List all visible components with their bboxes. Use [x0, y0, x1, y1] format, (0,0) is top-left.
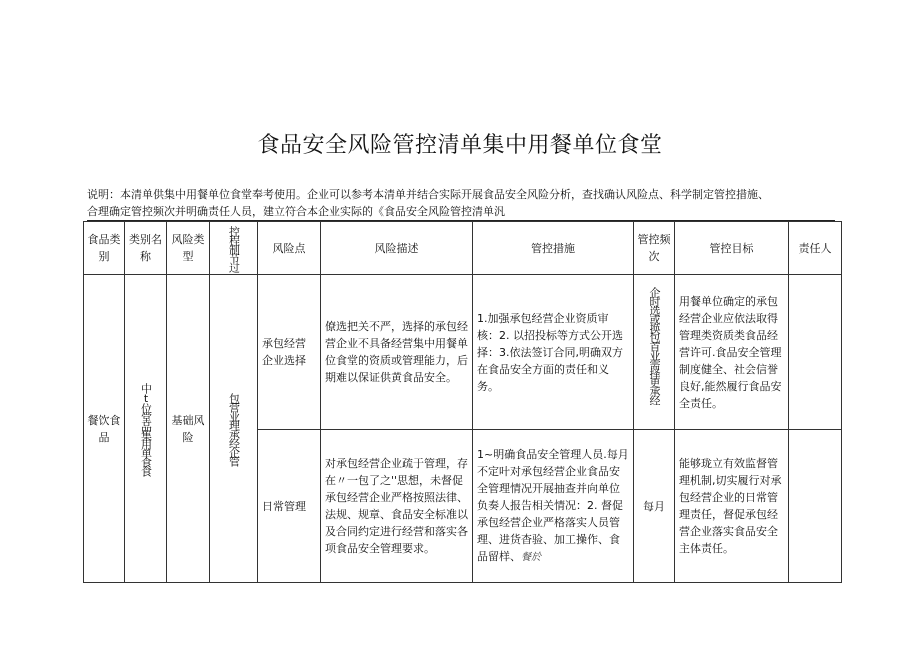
- cell-risk-point: 承包经营企业选择: [258, 275, 321, 430]
- cell-risk-desc: 僚选把关不严，选择的承包经营企业不具备经营集中用餐单位食堂的资质或管理能力，后期难以保证供黄食品安全。: [321, 275, 473, 430]
- header-control-goal: 管控目标: [675, 222, 789, 275]
- table-row: [84, 275, 842, 430]
- risk-control-table: [83, 221, 842, 583]
- cell-risk-desc: 对承包经营企业疏于管理，存在〃一包了之''思想，未督促承包经营企业严格按照法律、法规、规章、食品安全标准以及合同约定进行经营和落实各项食品安全管理要求。: [321, 430, 473, 583]
- header-control-measures: 管控措施: [473, 222, 634, 275]
- header-risk-desc: 风险描述: [321, 222, 473, 275]
- cell-responsible: [789, 275, 842, 430]
- cell-control-link-text: 包营业理承经企管: [227, 392, 241, 465]
- note-line-1: 说明：本清单供集中用餐单位食堂奉考使用。企业可以参考本清单并结合实际开展食品安全风险分析，查找确认风险点、科学制定管控措施、: [87, 188, 769, 201]
- note-line-2: 合理确定管控频次并明确责任人员，建立符合本企业实际的《食品安全风险管控清单汎: [87, 203, 835, 221]
- cell-category-name: [125, 275, 167, 583]
- cell-control-measures: 1.加强承包经营企业资质审核：2. 以招投标等方式公开选择：3.依法签订合同,明确双方在食品安全方面的责任和义务。: [473, 275, 634, 430]
- note-text: [87, 186, 847, 221]
- cell-control-freq: [634, 275, 675, 430]
- header-control-freq: 管控频次: [634, 222, 675, 275]
- cell-category-name-text: 中t位堂品集用单食食: [139, 382, 153, 475]
- header-category-name: 类别名称: [125, 222, 167, 275]
- header-food-category: 食品类别: [84, 222, 125, 275]
- table-header-row: [84, 222, 842, 275]
- cell-risk-point: 日常管理: [258, 430, 321, 583]
- cell-control-freq: 每月: [634, 430, 675, 583]
- cell-control-freq-text: 企时选或换包首业需择更承经: [648, 286, 661, 404]
- cell-risk-type: 基础风险: [167, 275, 210, 583]
- cell-control-measures-text: 1~明确食品安全管理人员.每月不定叶对承包经营企业食品安全管理情况开展抽查并向单位负奏人报告相关情况：2. 督促承包经营企业严格落实人员管理、进货杳验、加工操作、食品留样、: [477, 448, 629, 563]
- cell-food-category: 餐饮食品: [84, 275, 125, 583]
- header-control-link-text: 控程制节过: [227, 225, 241, 271]
- cell-control-measures: [473, 430, 634, 583]
- cell-control-measures-tail: 餐於: [521, 552, 541, 563]
- cell-responsible: [789, 430, 842, 583]
- header-control-link: [210, 222, 258, 275]
- header-risk-point: 风险点: [258, 222, 321, 275]
- cell-control-goal: 能够珑立有效监督管理机制,切实履行对承包经营企业的日常管理责任，督促承包经营企业落实食品安全主体责任。: [675, 430, 789, 583]
- header-responsible: 责任人: [789, 222, 842, 275]
- header-risk-type: 风险类型: [167, 222, 210, 275]
- page-title: 食品安全风险管控清单集中用餐单位食堂: [257, 133, 663, 158]
- cell-control-link: [210, 275, 258, 583]
- cell-control-goal: 用餐单位确定的承包经营企业应依法取得管理类资质类食品经营许可.食品安全管理制度健全、社会信誉良好,能然履行食品安全责任。: [675, 275, 789, 430]
